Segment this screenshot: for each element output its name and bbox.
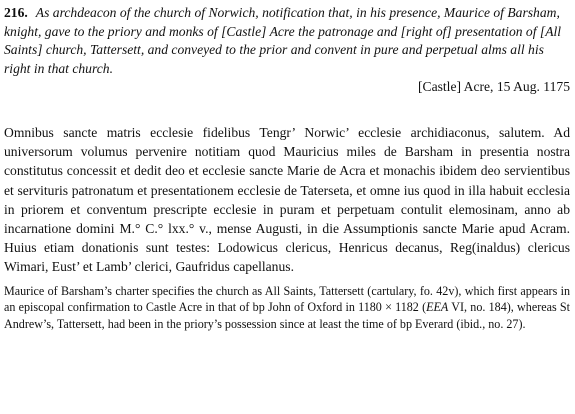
document-page [4,4,570,333]
commentary-citation: EEA [426,300,449,315]
commentary-note [4,283,570,333]
dateline: [Castle] Acre, 15 Aug. 1175 [417,79,570,94]
commentary-text-2: VI, no. 184), whereas St Andrew’s, Tattersett, had been in the priory’s possession since at least the time of bp Everard (ibid., no. 27). [4,300,570,332]
calendar-summary: As archdeacon of the church of Norwich, notification that, in his presence, Maurice of Barsham, knight, gave to the priory and monks of [Castle] Acre the patronage and [right of] presentation of [All Saints] church, Tattersett, and conveyed to the prior and convent in pure and perpetual alms all his right in that church. [4,5,562,76]
charter-text: Omnibus sancte matris ecclesie fidelibus Tengr’ Norwic’ ecclesie archidiaconus, salutem. Ad universorum volumus pervenire notitiam quod Mauricius miles de Barsham in presentia nostra constitutus concessit et dedit deo et ecclesie sancte Marie de Acra et monachis ibidem deo servientibus et servituris patronatum et presentationem ecclesie de Taterseta, et omne ius quod in illa habuit ecclesia in priorem et conventum prescripte ecclesie in puram et perpetuam contulit elemosinam, anno ab incarnatione domini M.° C.° lxx.° v., mense Augusti, in die Assumptionis sancte Marie apud Acram. Huius etiam donationis sunt testes: Lodowicus clericus, Henricus decanus, Reg(inaldus) clericus Wimari, Eust’ et Lamb’ clerici, Gaufridus capellanus. [4,125,570,275]
entry-number: 216. [4,5,28,20]
commentary-text-1: Maurice of Barsham’s charter specifies the church as All Saints, Tattersett (cartulary, fo. 42v), which first appears in an episcopal confirmation to Castle Acre in that of bp John of Oxford in 1180 × 1182 ( [4,283,570,315]
entry-heading [4,4,570,78]
